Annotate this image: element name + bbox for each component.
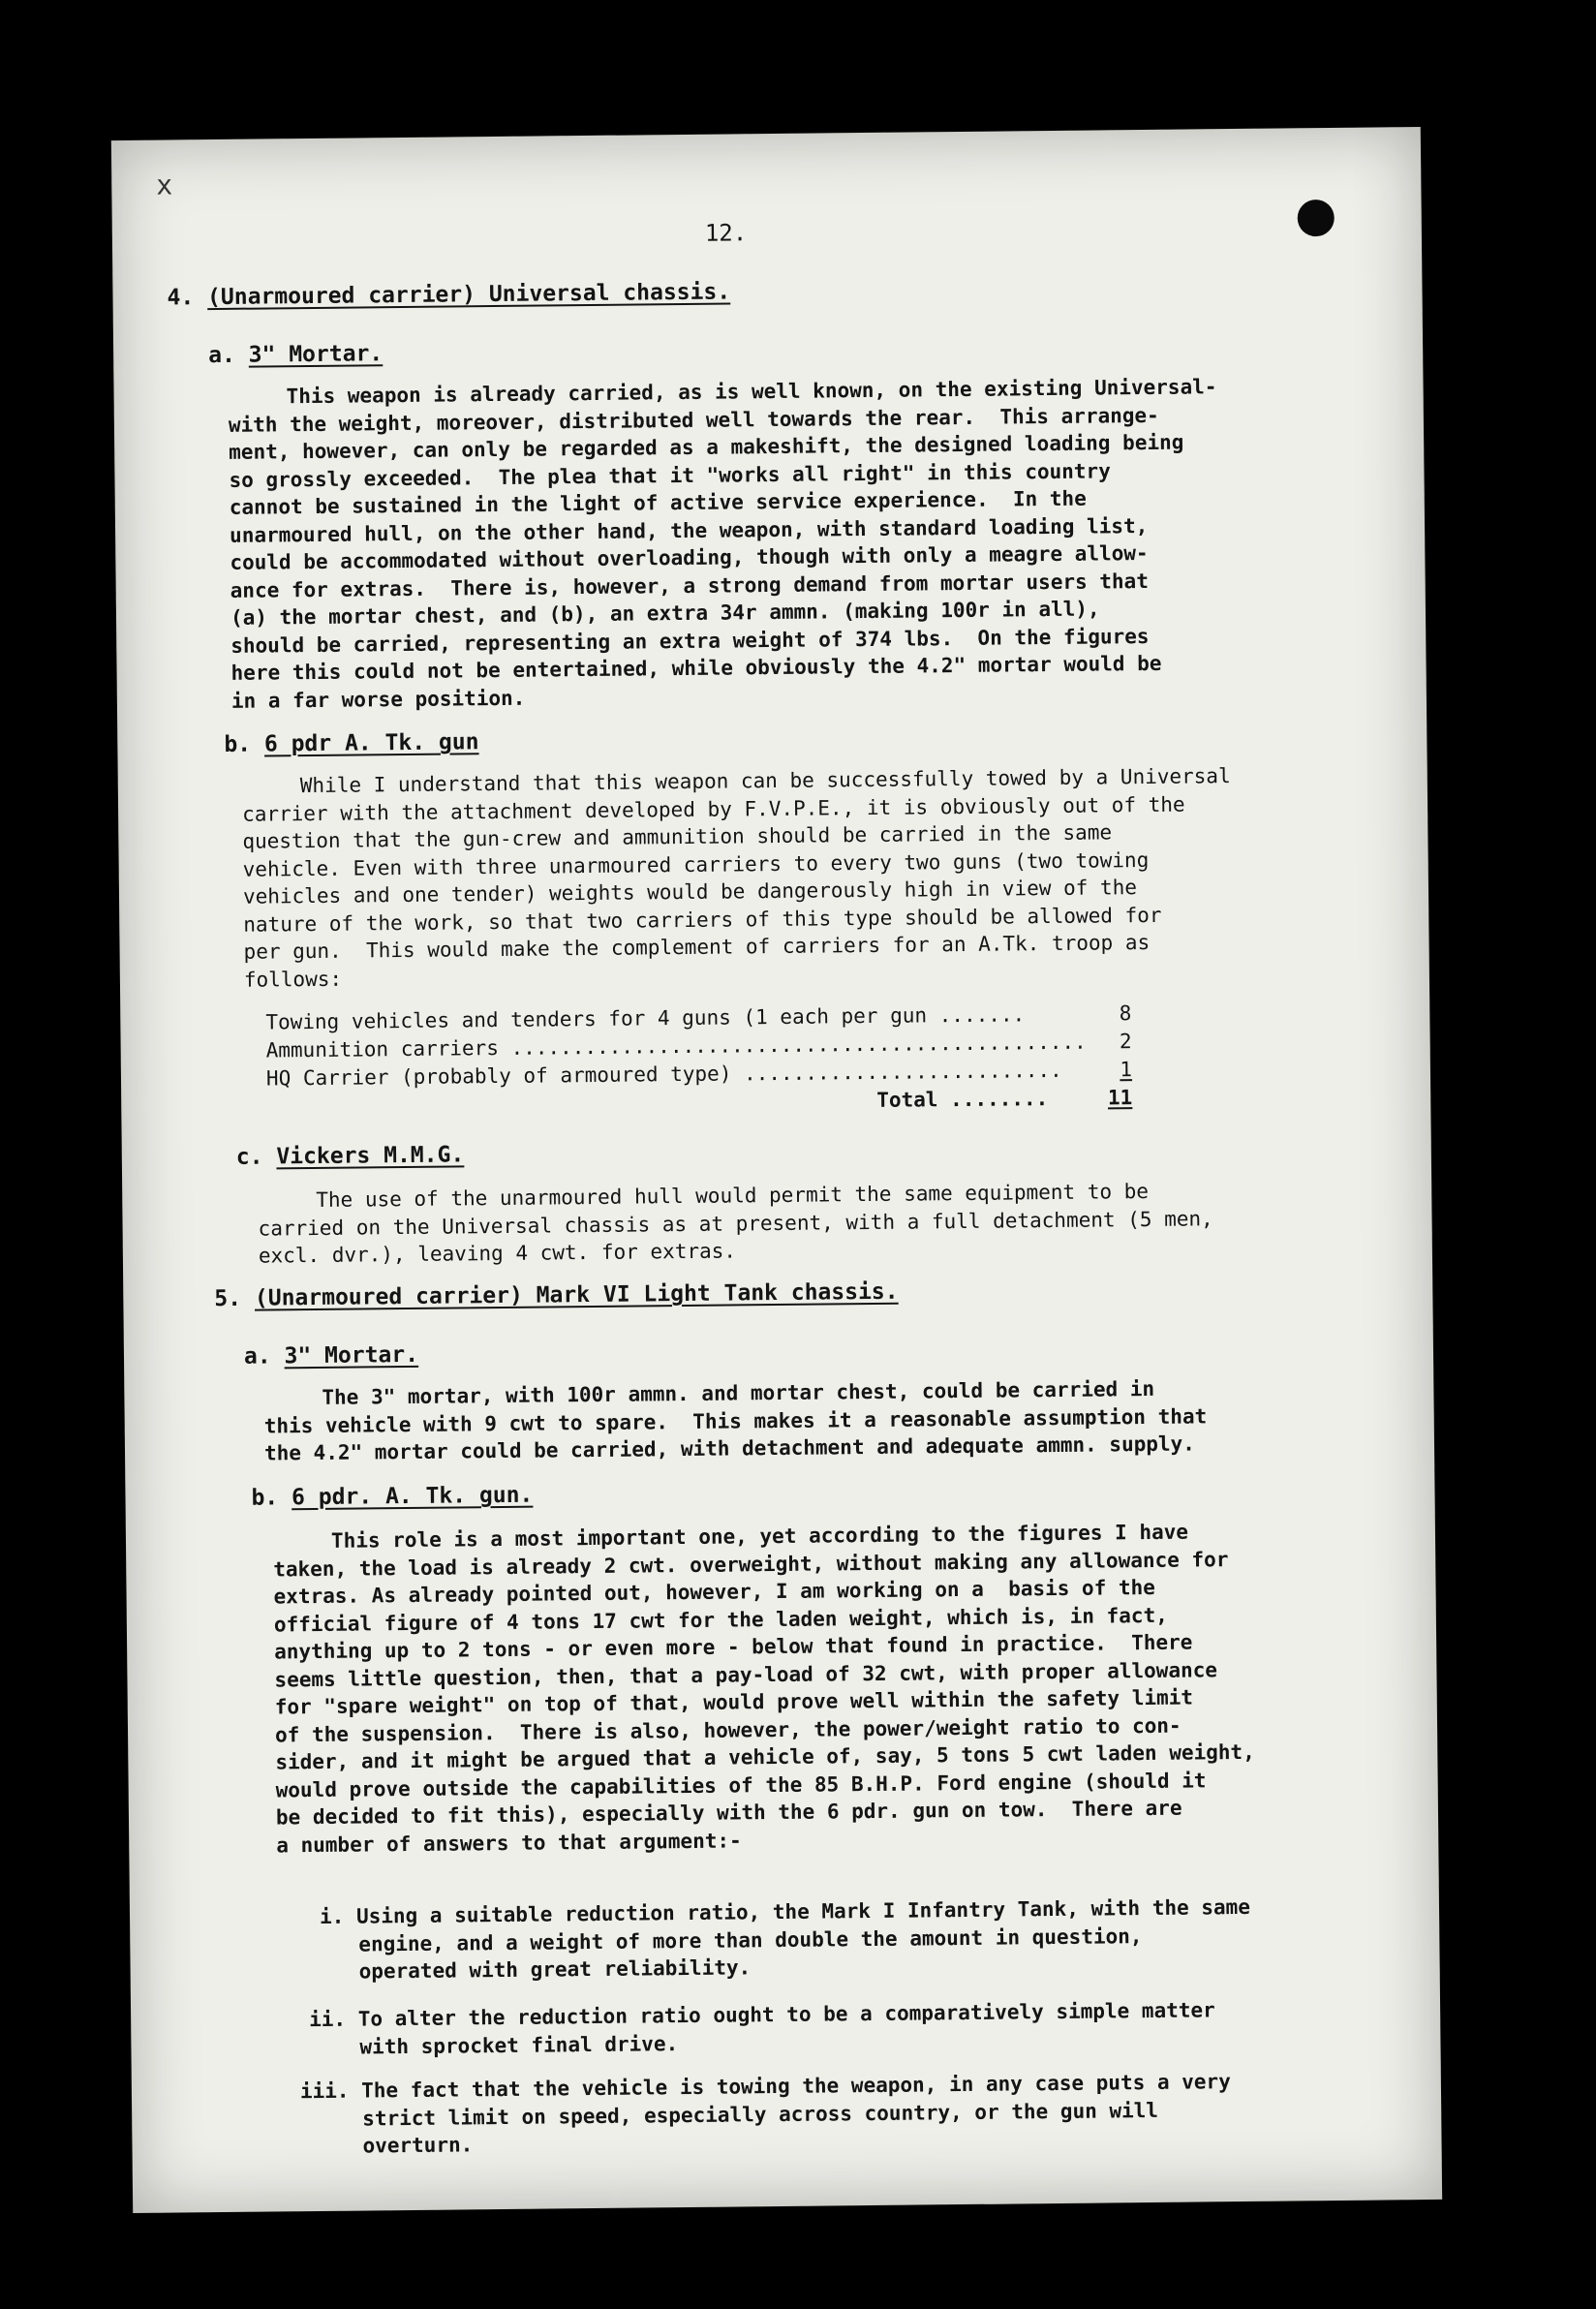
section-5-number: 5. [214, 1285, 242, 1312]
table-total-value: 11 [1107, 1086, 1133, 1110]
section-4c-paragraph [258, 1177, 1213, 1270]
section-5a-heading [244, 1342, 418, 1370]
paragraph-line: follows: [243, 967, 343, 992]
section-4b-paragraph [242, 762, 1233, 994]
paragraph-line: extras. As already pointed out, however, I am working on a basis of the [273, 1575, 1155, 1609]
section-5b-label: b. [251, 1485, 279, 1511]
paragraph-line: for "spare weight" on top of that, would prove well within the safety limit [274, 1685, 1194, 1719]
section-5-heading [214, 1279, 898, 1311]
section-4b-title: 6 pdr A. Tk. gun [263, 729, 479, 757]
paragraph-line: excl. dvr.), leaving 4 cwt. for extras. [258, 1239, 737, 1268]
paragraph-line: be decided to fit this), especially with the 6 pdr. gun on tow. There are [275, 1796, 1182, 1830]
section-4b-label: b. [224, 731, 252, 757]
paragraph-line: here this could not be entertained, while obviously the 4.2" mortar would be [230, 651, 1162, 685]
table-row-value: 1 [1120, 1058, 1133, 1082]
list-item-number: ii. [309, 2007, 347, 2032]
list-item-number: iii. [299, 2078, 350, 2104]
table-row-value: 2 [1119, 1030, 1132, 1054]
paragraph-line: sider, and it might be argued that a vehicle of, say, 5 tons 5 cwt laden weight, [275, 1739, 1255, 1774]
paragraph-line: in a far worse position. [230, 686, 526, 713]
paragraph-line: of the suspension. There is also, however, the power/weight ratio to con- [274, 1713, 1182, 1746]
section-4b-heading [224, 729, 478, 757]
list-item-line: operated with great reliability. [358, 1955, 752, 1984]
paragraph-line: (a) the mortar chest, and (b), an extra 34r ammn. (making 100r in all), [230, 597, 1100, 630]
table-row-label: Ammunition carriers ............................................... [265, 1030, 1087, 1062]
table-row-value: 8 [1119, 1001, 1132, 1026]
list-item-line: strict limit on speed, especially across country, or the gun will [362, 2098, 1159, 2131]
argument-item-ii [309, 1996, 1215, 2061]
paragraph-line: ance for extras. There is, however, a strong demand from mortar users that [230, 569, 1150, 602]
paragraph-line: carried on the Universal chassis as at present, with a full detachment (5 men, [258, 1206, 1213, 1241]
section-4c-heading [236, 1142, 465, 1169]
paragraph-line: would prove outside the capabilities of the 85 B.H.P. Ford engine (should it [275, 1768, 1207, 1801]
argument-item-iii [300, 2068, 1232, 2161]
paragraph-line: While I understand that this weapon can be successfully towed by a Universal [299, 764, 1231, 798]
section-4-title: (Unarmoured carrier) Universal chassis. [206, 279, 731, 311]
section-4c-title: Vickers M.M.G. [276, 1142, 465, 1170]
list-item-number: i. [319, 1904, 345, 1928]
paragraph-line: per gun. This would make the complement of carriers for an A.Tk. troop as [243, 930, 1151, 964]
section-5-title: (Unarmoured carrier) Mark VI Light Tank chassis. [254, 1278, 899, 1311]
argument-item-i [320, 1893, 1251, 1986]
punch-hole [1298, 200, 1335, 236]
section-5a-title: 3" Mortar. [284, 1341, 419, 1370]
paragraph-line: so grossly exceeded. The plea that it "works all right" in this country [229, 458, 1111, 492]
list-item-text: The fact that the vehicle is towing the weapon, in any case puts a very [361, 2070, 1231, 2103]
paragraph-line: could be accommodated without overloading, though with only a meagre allow- [230, 540, 1149, 574]
paragraph-line: This weapon is already carried, as is well known, on the existing Universal- [286, 375, 1217, 409]
paragraph-line: This role is a most important one, yet according to the figures I have [330, 1520, 1189, 1553]
section-4a-label: a. [208, 342, 235, 369]
document-page [111, 127, 1442, 2213]
carrier-complement-table [265, 1000, 1132, 1121]
section-4-number: 4. [167, 285, 195, 311]
paragraph-line: should be carried, representing an extra weight of 374 lbs. On the figures [230, 624, 1150, 658]
section-4a-heading [208, 341, 383, 368]
paragraph-line: carrier with the attachment developed by F.V.P.E., it is obviously out of the [241, 792, 1185, 826]
list-item-text: Using a suitable reduction ratio, the Mark I Infantry Tank, with the same [355, 1894, 1251, 1928]
list-item-line: with sprocket final drive. [359, 2031, 679, 2059]
section-4a-title: 3" Mortar. [248, 341, 384, 368]
paragraph-line: unarmoured hull, on the other hand, the weapon, with standard loading list, [229, 513, 1149, 547]
paragraph-line: a number of answers to that argument:- [276, 1828, 742, 1857]
table-row-label: Towing vehicles and tenders for 4 guns (1 each per gun ....... [265, 1002, 1026, 1034]
section-5b-heading [251, 1483, 533, 1511]
section-4c-label: c. [235, 1144, 263, 1170]
section-5b-title: 6 pdr. A. Tk. gun. [291, 1482, 534, 1511]
paragraph-line: The use of the unarmoured hull would permit the same equipment to be [316, 1179, 1150, 1212]
paragraph-line: with the weight, moreover, distributed well towards the rear. This arrange- [228, 403, 1159, 437]
paragraph-line: seems little question, then, that a pay-load of 32 cwt, with proper allowance [274, 1657, 1218, 1691]
section-5a-paragraph [263, 1374, 1207, 1467]
paragraph-line: cannot be sustained in the light of active service experience. In the [229, 486, 1087, 519]
table-row-label: HQ Carrier (probably of armoured type) .......................... [265, 1058, 1062, 1091]
paragraph-line: The 3" mortar, with 100r ammn. and mortar chest, could be carried in [322, 1376, 1155, 1409]
paragraph-line: nature of the work, so that two carriers of this type should be allowed for [243, 903, 1162, 937]
list-item-line: overturn. [362, 2133, 474, 2158]
paragraph-line: official figure of 4 tons 17 cwt for the laden weight, which is, in fact, [273, 1603, 1168, 1636]
paragraph-line: the 4.2" mortar could be carried, with detachment and adequate ammn. supply. [263, 1432, 1195, 1465]
list-item-text: To alter the reduction ratio ought to be a comparatively simple matter [357, 1998, 1215, 2031]
paragraph-line: anything up to 2 tons - or even more - below that found in practice. There [274, 1630, 1193, 1664]
paragraph-line: vehicle. Even with three unarmoured carriers to every two guns (two towing [242, 847, 1150, 881]
paragraph-line: ment, however, can only be regarded as a makeshift, the designed loading being [229, 430, 1184, 464]
page-number: 12. [704, 219, 748, 247]
list-item-line: engine, and a weight of more than double the amount in question, [358, 1924, 1143, 1956]
section-4-heading [167, 279, 730, 310]
section-5a-label: a. [243, 1343, 271, 1370]
corner-mark: x [156, 169, 173, 201]
paragraph-line: taken, the load is already 2 cwt. overweight, without making any allowance for [273, 1547, 1229, 1581]
paragraph-line: this vehicle with 9 cwt to spare. This makes it a reasonable assumption that [263, 1403, 1208, 1438]
section-5b-paragraph [273, 1518, 1256, 1860]
table-total-row [876, 1084, 1132, 1115]
paragraph-line: question that the gun-crew and ammunition should be carried in the same [242, 820, 1113, 853]
table-total-label: Total ........ [876, 1087, 1049, 1112]
paragraph-line: vehicles and one tender) weights would be dangerously high in view of the [242, 876, 1138, 908]
section-4a-paragraph [228, 373, 1219, 715]
